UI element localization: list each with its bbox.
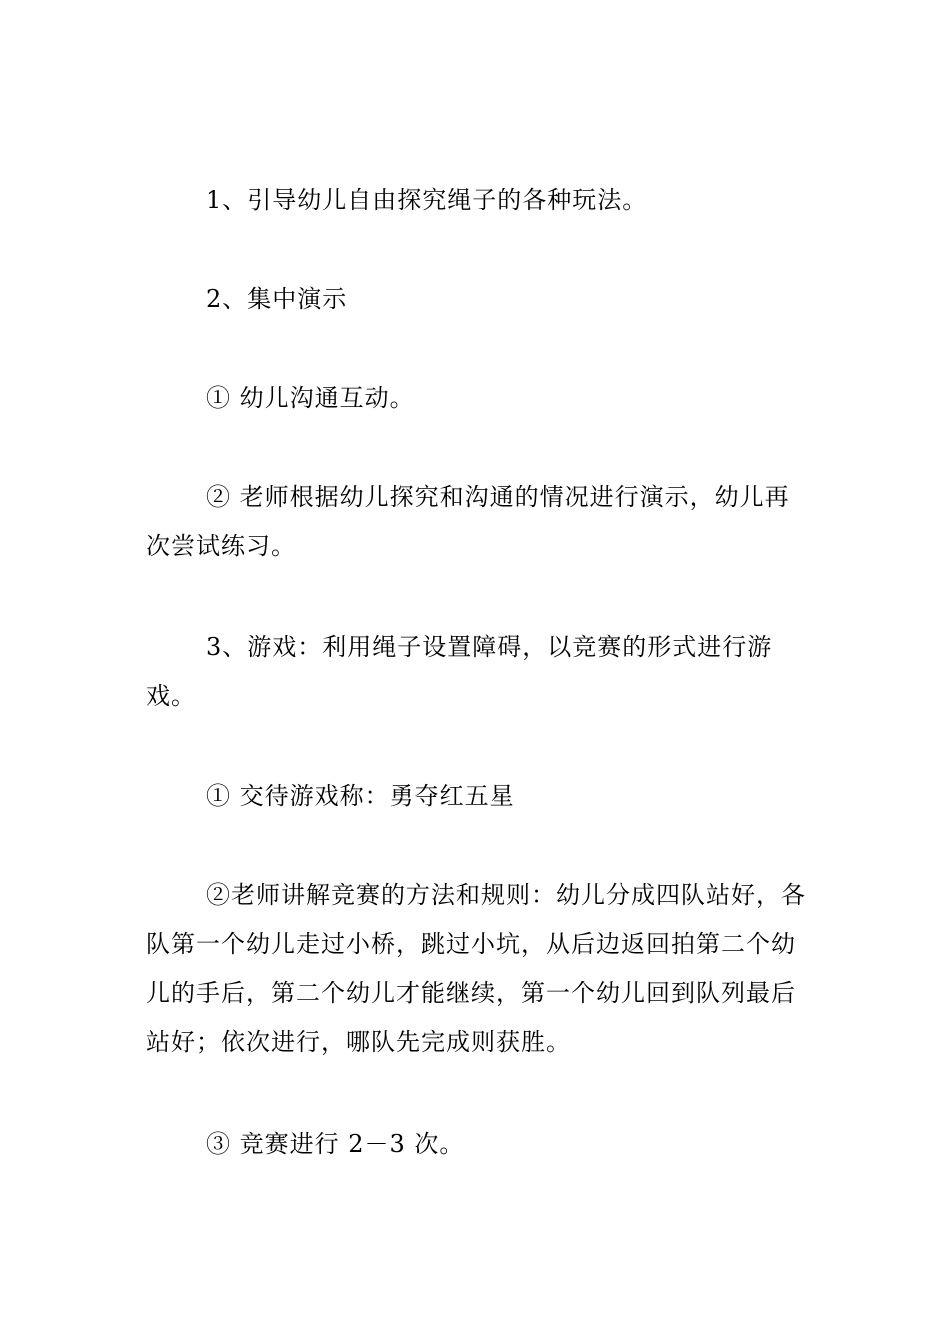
paragraph-step-3-sub-2: ②老师讲解竞赛的方法和规则：幼儿分成四队站好，各队第一个幼儿走过小桥，跳过小坑，从后边返回拍第二个幼儿的手后，第二个幼儿才能继续，第一个幼儿回到队列最后站好；依次进行，哪队先完成则获胜。 (146, 881, 806, 1056)
paragraph-step-3-sub-1: ① 交待游戏称：勇夺红五星 (206, 782, 515, 810)
paragraph-step-2-sub-1: ① 幼儿沟通互动。 (206, 384, 415, 412)
paragraph-step-1: 1、引导幼儿自由探究绳子的各种玩法。 (206, 186, 648, 214)
paragraph-step-3: 3、游戏：利用绳子设置障碍，以竞赛的形式进行游戏。 (146, 633, 773, 710)
paragraph-step-2-sub-2: ② 老师根据幼儿探究和沟通的情况进行演示，幼儿再次尝试练习。 (146, 483, 790, 560)
paragraph-step-3-sub-3: ③ 竞赛进行 2－3 次。 (206, 1130, 465, 1158)
paragraph-step-2: 2、集中演示 (206, 285, 348, 313)
